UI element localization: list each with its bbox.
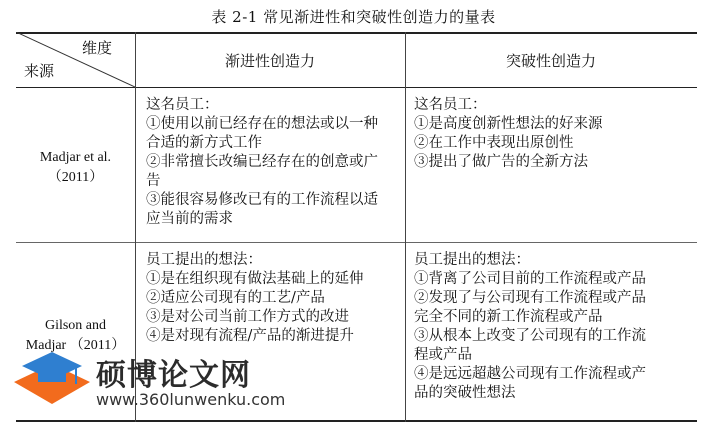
- cell-incremental-madjar: [146, 96, 402, 229]
- cell-line: ③是对公司当前工作方式的改进: [146, 309, 349, 325]
- graduation-cap-logo-icon: [12, 346, 92, 408]
- row-source-madjar: [16, 148, 135, 188]
- table-bottom-rule: [16, 420, 697, 422]
- column-header-radical: 突破性创造力: [505, 52, 596, 70]
- cell-line: 合适的新方式工作: [146, 135, 262, 151]
- cell-line: 这名员工：: [146, 97, 219, 113]
- cell-radical-gilson: [414, 251, 692, 403]
- cell-line: ②非常擅长改编已经存在的创意或广: [146, 154, 378, 170]
- cell-line: 这名员工：: [414, 97, 487, 113]
- cell-line: 程或产品: [414, 347, 472, 363]
- column-header-incremental: 渐进性创造力: [224, 52, 315, 70]
- header-rule: [16, 87, 697, 88]
- cell-incremental-gilson: [146, 251, 402, 346]
- source-year: Madjar （2011）: [25, 338, 126, 353]
- cell-radical-madjar: [414, 96, 692, 172]
- cell-line: ④是远远超越公司现有工作流程或产: [414, 366, 646, 382]
- cell-line: ②在工作中表现出原创性: [414, 135, 574, 151]
- cell-line: ③能很容易修改已有的工作流程以适: [146, 192, 378, 208]
- cell-line: 品的突破性想法: [414, 385, 516, 401]
- watermark-title: 硕博论文网: [96, 358, 251, 393]
- cell-line: 员工提出的想法：: [414, 252, 530, 268]
- header-source-label: 来源: [24, 62, 55, 80]
- source-name: Madjar et al.: [39, 150, 112, 165]
- cell-line: ②适应公司现有的工艺/产品: [146, 290, 325, 306]
- cell-line: ①使用以前已经存在的想法或以一种: [146, 116, 378, 132]
- row-divider-rule: [16, 242, 697, 243]
- cell-line: ④是对现有流程/产品的渐进提升: [146, 328, 354, 344]
- header-dimension-label: 维度: [82, 39, 113, 57]
- column-divider-2: [405, 32, 406, 422]
- cell-line: 完全不同的新工作流程或产品: [414, 309, 603, 325]
- site-watermark: [12, 346, 286, 416]
- cell-line: ③从根本上改变了公司现有的工作流: [414, 328, 646, 344]
- watermark-url: www.360lunwenku.com: [96, 390, 286, 409]
- cell-line: ②发现了与公司现有工作流程或产品: [414, 290, 646, 306]
- source-name: Gilson and: [44, 318, 107, 333]
- cell-line: 员工提出的想法：: [146, 252, 262, 268]
- cell-line: ①是在组织现有做法基础上的延伸: [146, 271, 364, 287]
- cell-line: 告: [146, 173, 161, 189]
- cell-line: ①背离了公司目前的工作流程或产品: [414, 271, 646, 287]
- cell-line: 应当前的需求: [146, 211, 233, 227]
- source-year: （2011）: [47, 170, 104, 185]
- cell-line: ①是高度创新性想法的好来源: [414, 116, 603, 132]
- table-caption: 表 2-1 常见渐进性和突破性创造力的量表: [211, 8, 496, 26]
- cell-line: ③提出了做广告的全新方法: [414, 154, 588, 170]
